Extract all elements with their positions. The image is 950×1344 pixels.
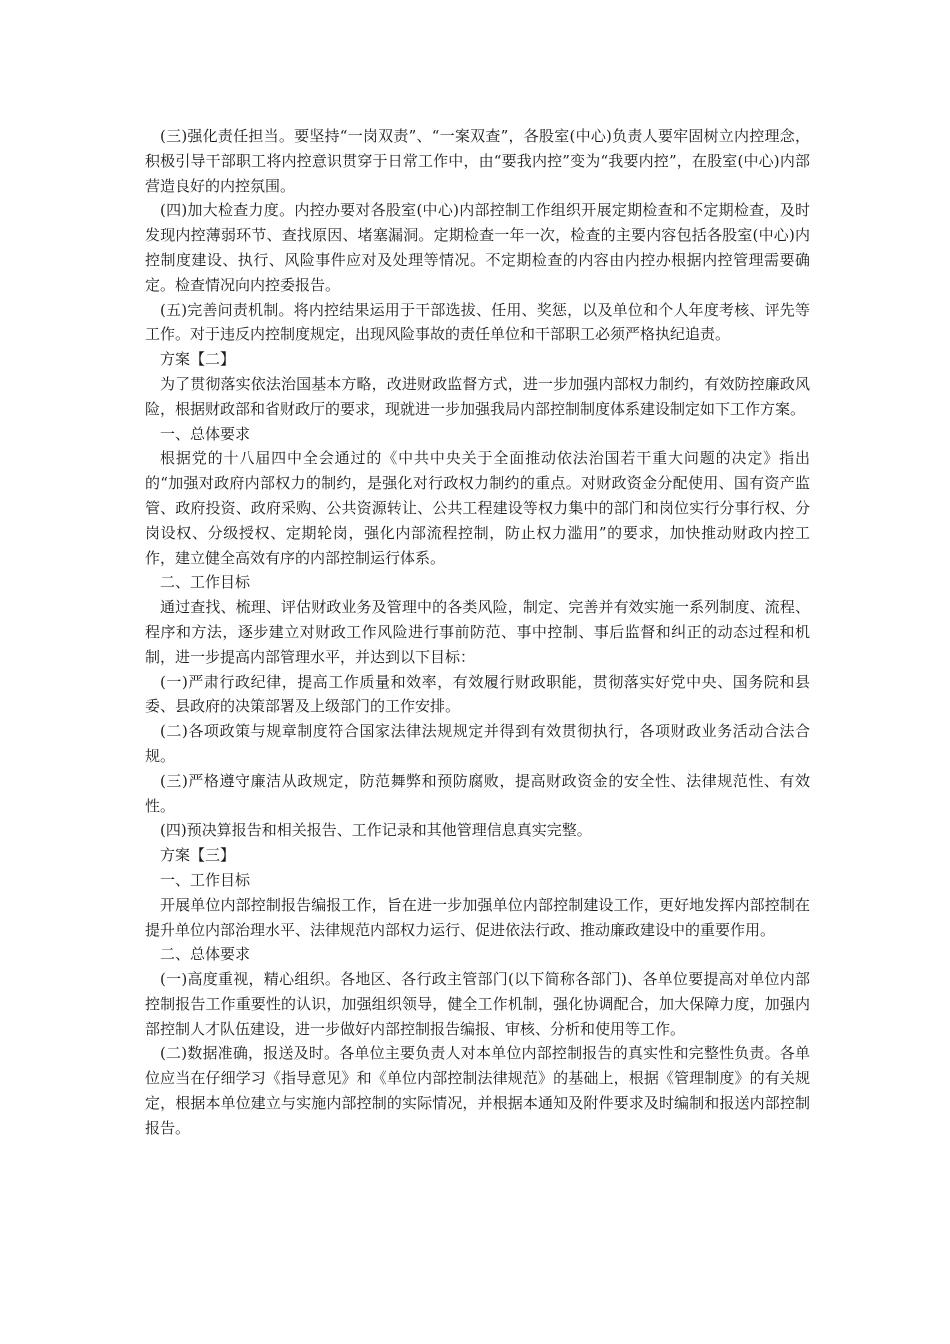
paragraph-accurate-data: (二)数据准确，报送及时。各单位主要负责人对本单位内部控制报告的真实性和完整性负责。各单位应当在仔细学习《指导意见》和《单位内部控制法律规范》的基础上，根据《管理制度》的有关规定，根据本单位建立与实施内部控制的实际情况，并根据本通知及附件要求及时编制和报送内部控制报告。 <box>145 1044 810 1137</box>
heading-plan-three: 方案【三】 <box>160 846 236 865</box>
heading-plan-three-overall-requirements: 二、总体要求 <box>160 945 251 964</box>
paragraph-work-goals: 通过查找、梳理、评估财政业务及管理中的各类风险，制定、完善并有效实施一系列制度、流程、程序和方法，逐步建立对财政工作风险进行事前防范、事中控制、事后监督和纠正的动态过程和机制，进一步提高内部管理水平，并达到以下目标： <box>145 598 810 666</box>
paragraph-goal-two: (二)各项政策与规章制度符合国家法律法规规定并得到有效贯彻执行，各项财政业务活动合法合规。 <box>145 722 810 765</box>
heading-plan-two: 方案【二】 <box>160 350 236 369</box>
paragraph-plan-three-work-goals: 开展单位内部控制报告编报工作，旨在进一步加强单位内部控制建设工作，更好地发挥内部控制在提升单位内部治理水平、法律规范内部权力运行、促进依法行政、推动廉政建设中的重要作用。 <box>145 895 810 939</box>
paragraph-plan-two-intro: 为了贯彻落实依法治国基本方略，改进财政监督方式，进一步加强内部权力制约，有效防控廉政风险，根据财政部和省财政厅的要求，现就进一步加强我局内部控制制度体系建设制定如下工作方案。 <box>145 374 810 418</box>
paragraph-goal-four: (四)预决算报告和相关报告、工作记录和其他管理信息真实完整。 <box>160 821 592 840</box>
paragraph-strengthen-responsibility: (三)强化责任担当。要坚持“一岗双责”、“一案双查”，各股室(中心)负责人要牢固树立内控理念，积极引导干部职工将内控意识贯穿于日常工作中，由“要我内控”变为“我要内控”，在股室(中心)内部营造良好的内控氛围。 <box>145 127 810 195</box>
paragraph-high-attention: (一)高度重视，精心组织。各地区、各行政主管部门(以下简称各部门)、各单位要提高对单位内部控制报告工作重要性的认识，加强组织领导，健全工作机制，强化协调配合，加大保障力度，加强内部控制人才队伍建设，进一步做好内部控制报告编报、审核、分析和使用等工作。 <box>145 970 810 1038</box>
document-body <box>145 124 810 1141</box>
paragraph-accountability: (五)完善问责机制。将内控结果运用于干部选拔、任用、奖惩，以及单位和个人年度考核、评先等工作。对于违反内控制度规定，出现风险事故的责任单位和干部职工必须严格执纪追责。 <box>145 300 810 344</box>
paragraph-goal-three: (三)严格遵守廉洁从政规定，防范舞弊和预防腐败，提高财政资金的安全性、法律规范性、有效性。 <box>145 771 810 815</box>
paragraph-goal-one: (一)严肃行政纪律，提高工作质量和效率，有效履行财政职能，贯彻落实好党中央、国务院和县委、县政府的决策部署及上级部门的工作安排。 <box>145 672 810 716</box>
heading-work-goals: 二、工作目标 <box>160 573 251 592</box>
heading-overall-requirements: 一、总体要求 <box>160 424 251 443</box>
paragraph-overall-requirements: 根据党的十八届四中全会通过的《中共中央关于全面推动依法治国若干重大问题的决定》指出的“加强对政府内部权力的制约，是强化对行政权力制约的重点。对财政资金分配使用、国有资产监管、政府投资、政府采购、公共资源转让、公共工程建设等权力集中的部门和岗位实行分事行权、分岗设权、分级授权、定期轮岗，强化内部流程控制，防止权力滥用”的要求，加快推动财政内控工作，建立健全高效有序的内部控制运行体系。 <box>145 449 810 567</box>
heading-plan-three-work-goals: 一、工作目标 <box>160 870 251 889</box>
paragraph-inspection: (四)加大检查力度。内控办要对各股室(中心)内部控制工作组织开展定期检查和不定期检查，及时发现内控薄弱环节、查找原因、堵塞漏洞。定期检查一年一次，检查的主要内容包括各股室(中心)内控制度建设、执行、风险事件应对及处理等情况。不定期检查的内容由内控办根据内控管理需要确定。检查情况向内控委报告。 <box>145 201 810 294</box>
